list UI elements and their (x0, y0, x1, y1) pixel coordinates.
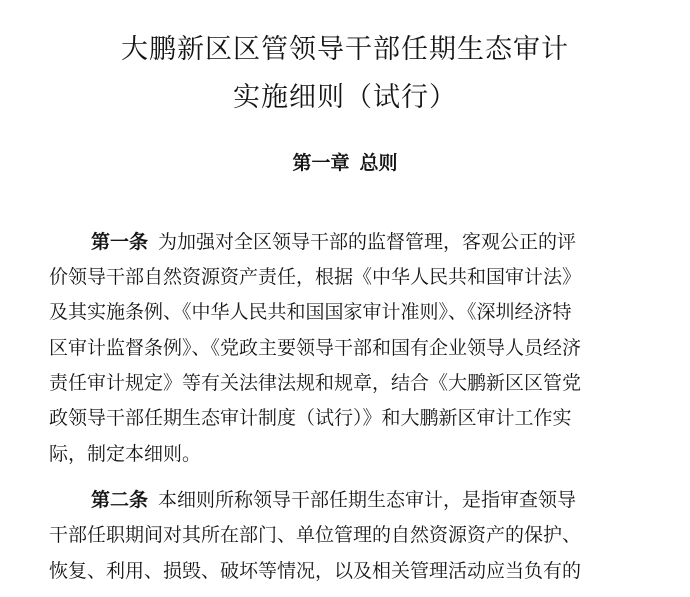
document-title-line-1: 大鹏新区区管领导干部任期生态审计 (121, 34, 569, 65)
chapter-heading (0, 150, 690, 176)
article-2-line-1 (91, 487, 651, 513)
article-1-line-1 (91, 229, 651, 255)
article-1-line-2: 价领导干部自然资源资产责任，根据《中华人民共和国审计法》 (49, 266, 582, 288)
article-1-line-7: 际，制定本细则。 (49, 443, 202, 465)
article-1-line-5: 责任审计规定》等有关法律法规和规章，结合《大鹏新区区管党 (49, 372, 582, 394)
chapter-number: 第一章 (292, 152, 350, 174)
document-title-line-2: 实施细则（试行） (233, 82, 457, 113)
article-2-label: 第二条 (91, 489, 149, 511)
article-2-line-3: 恢复、利用、损毁、破坏等情况，以及相关管理活动应当负有的 (49, 560, 582, 582)
article-1-text: 为加强对全区领导干部的监督管理，客观公正的评 (158, 231, 577, 253)
chapter-name: 总则 (359, 152, 398, 174)
article-1-label: 第一条 (91, 231, 149, 253)
article-1-line-3: 及其实施条例、《中华人民共和国国家审计准则》、《深圳经济特 (49, 301, 572, 323)
article-2-text: 本细则所称领导干部任期生态审计，是指审查领导 (158, 489, 577, 511)
article-1-line-6: 政领导干部任期生态审计制度（试行）》和大鹏新区审计工作实 (49, 407, 572, 429)
article-1-line-4: 区审计监督条例》、《党政主要领导干部和国有企业领导人员经济 (49, 337, 582, 359)
article-2-line-2: 干部任职期间对其所在部门、单位管理的自然资源资产的保护、 (49, 524, 582, 546)
